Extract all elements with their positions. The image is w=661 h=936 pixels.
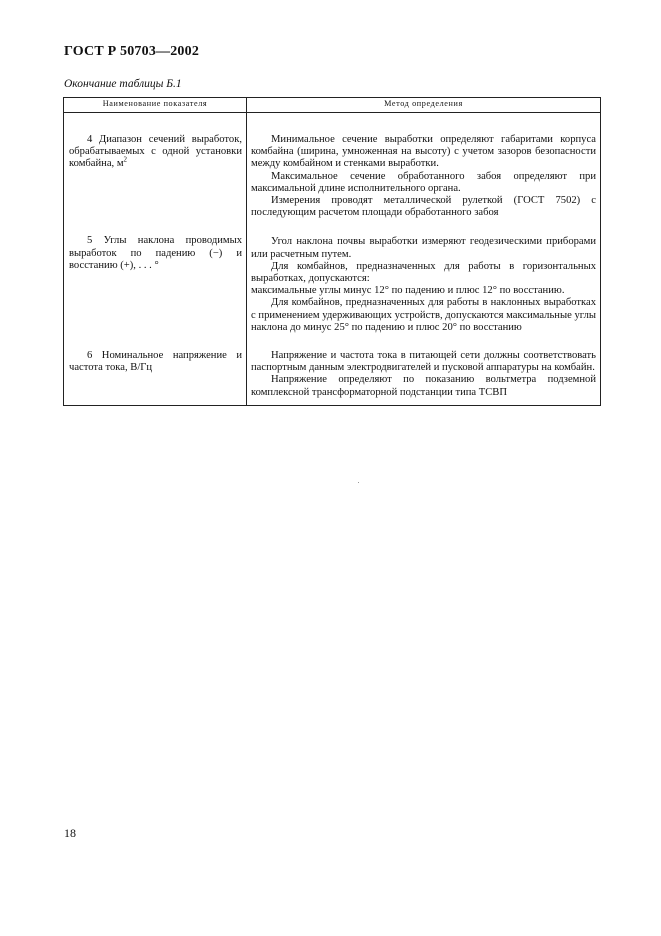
table-caption: Окончание таблицы Б.1 (64, 78, 182, 90)
method-paragraph: максимальные углы минус 12° по падению и плюс 12° по восстанию. (251, 285, 565, 297)
method-cell (247, 340, 601, 405)
document-code: ГОСТ Р 50703—2002 (64, 44, 200, 59)
page-number: 18 (64, 826, 76, 840)
indicator-text: 6 Номинальное напряжение и частота тока, В/Гц (69, 350, 242, 374)
column-header-indicator: Наименование показателя (64, 98, 247, 113)
method-paragraph: Для комбайнов, предназначенных для работы в наклонных выработках с применением удерживающих устройств, допускаются максимальные углы наклона до минус 25° по падению и плюс 20° по восстанию (251, 297, 596, 333)
indicator-cell (64, 340, 247, 405)
method-paragraph: Для комбайнов, предназначенных для работы в горизонтальных выработках, допускаются: (251, 260, 596, 285)
indicator-cell (64, 225, 247, 340)
scan-dot (358, 482, 359, 483)
table-row (64, 225, 601, 340)
indicator-text: 5 Углы наклона проводимых выработок по падению (−) и восстанию (+), . . . ° (69, 235, 242, 271)
column-header-method: Метод определения (247, 98, 601, 113)
method-cell (247, 225, 601, 340)
indicator-text: 4 Диапазон сечений выработок, обрабатываемых с одной установки комбайна, $м^2$ (69, 134, 242, 170)
method-paragraph: Измерения проводят металлической рулеткой (ГОСТ 7502) с последующим расчетом площади обработанного забоя (251, 195, 596, 219)
indicator-superscript: 2 (123, 155, 128, 164)
table-header-row (64, 98, 601, 113)
table-row (64, 340, 601, 405)
method-paragraph: Минимальное сечение выработки определяют габаритами корпуса комбайна (ширина, умноженная на высоту) с учетом зазоров безопасности между комбайном и стенками выработки. (251, 134, 596, 170)
table-row (64, 113, 601, 226)
specification-table (63, 97, 601, 406)
indicator-cell (64, 113, 247, 226)
method-paragraph: Максимальное сечение обработанного забоя определяют при максимальной длине исполнительного органа. (251, 170, 596, 194)
method-paragraph: Напряжение и частота тока в питающей сети должны соответствовать паспортным данным электродвигателей и пусковой аппаратуры на комбайн. (251, 350, 596, 374)
method-cell (247, 113, 601, 226)
method-paragraph: Напряжение определяют по показанию вольтметра подземной комплексной трансформаторной подстанции типа ТСВП (251, 374, 596, 398)
method-paragraph: Угол наклона почвы выработки измеряют геодезическими приборами или расчетным путем. (251, 236, 596, 260)
